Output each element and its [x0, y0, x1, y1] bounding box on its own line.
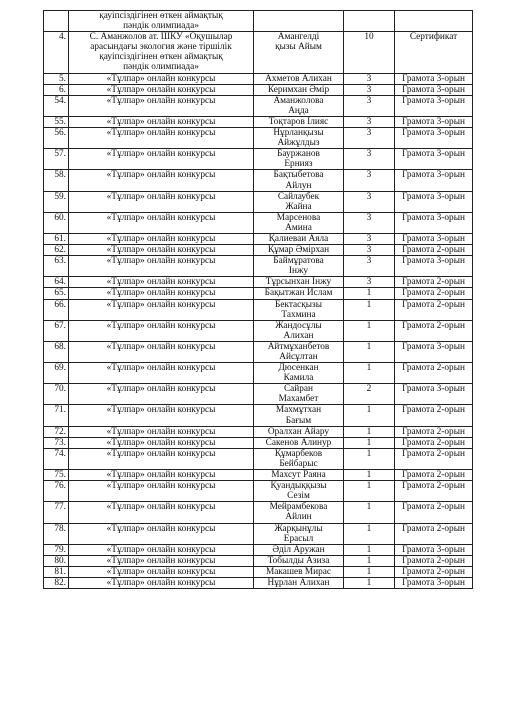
award-cell: Грамота 3-орын [395, 256, 473, 277]
participant-name-line: Бейбарыс [279, 458, 318, 469]
place-cell: 1 [344, 288, 395, 299]
event-line: пәндік олимпиада» [123, 21, 199, 32]
award-cell: Грамота 2-орын [395, 437, 473, 448]
row-number: 59. [44, 191, 69, 212]
award-cell: Грамота 2-орын [395, 320, 473, 341]
event-line: қауіпсіздігінен өткен аймақтық [99, 52, 223, 63]
participant-name-line: Сайлаубек [277, 191, 320, 202]
event-cell [69, 555, 254, 566]
participant-name-line: Бектасқызы [275, 299, 322, 310]
place-cell: 1 [344, 341, 395, 362]
participant-name-line: Керимхан Әмір [267, 84, 330, 95]
participant-name-cell [254, 84, 344, 95]
place-cell: 1 [344, 555, 395, 566]
participant-name-cell [254, 191, 344, 212]
award-cell: Грамота 3-орын [395, 95, 473, 116]
participant-name-cell [254, 299, 344, 320]
row-number: 57. [44, 149, 69, 170]
place-cell: 1 [344, 470, 395, 481]
participant-name-line: Алихан [283, 330, 314, 341]
award-cell: Грамота 3-орын [395, 341, 473, 362]
row-number: 4. [44, 32, 69, 73]
award-cell: Грамота 3-орын [395, 73, 473, 84]
event-line: «Тұлпар» онлайн конкурсы [106, 320, 216, 331]
event-cell [69, 544, 254, 555]
participant-name-line: Ахметов Алихан [265, 73, 332, 84]
award-cell: Грамота 2-орын [395, 481, 473, 502]
place-cell: 1 [344, 405, 395, 426]
event-line: «Тұлпар» онлайн конкурсы [106, 191, 216, 202]
participant-name-cell [254, 170, 344, 191]
award-cell: Грамота 2-орын [395, 555, 473, 566]
row-number: 68. [44, 341, 69, 362]
table-row [44, 233, 473, 244]
table-row [44, 405, 473, 426]
row-number: 56. [44, 128, 69, 149]
participant-name-line: Ернияз [284, 159, 313, 170]
participant-name-cell [254, 95, 344, 116]
award-cell: Грамота 2-орын [395, 299, 473, 320]
participant-name-line: Макашев Мирас [265, 566, 332, 577]
row-number: 78. [44, 523, 69, 544]
participant-name-cell [254, 405, 344, 426]
participant-name-cell [254, 11, 344, 32]
row-number: 60. [44, 212, 69, 233]
award-cell: Грамота 2-орын [395, 502, 473, 523]
place-cell: 3 [344, 116, 395, 127]
event-line: «Тұлпар» онлайн конкурсы [106, 288, 216, 299]
table-row [44, 73, 473, 84]
place-cell: 3 [344, 95, 395, 116]
table-row [44, 149, 473, 170]
place-cell: 1 [344, 502, 395, 523]
event-line: пәндік олимпиада» [123, 62, 199, 73]
participant-name-cell [254, 577, 344, 588]
participant-name-cell [254, 288, 344, 299]
event-line: «Тұлпар» онлайн конкурсы [106, 448, 216, 459]
award-cell: Грамота 2-орын [395, 245, 473, 256]
participant-name-line: Жайна [285, 201, 312, 212]
place-cell: 1 [344, 299, 395, 320]
participant-name-cell [254, 426, 344, 437]
table-row [44, 95, 473, 116]
event-line: «Тұлпар» онлайн конкурсы [106, 73, 216, 84]
participant-name-cell [254, 437, 344, 448]
event-line: С. Аманжолов ат. ШКУ «Оқушылар [89, 32, 233, 43]
participant-name-line: Нұрланқызы [273, 128, 324, 139]
event-cell [69, 384, 254, 405]
table-row [44, 212, 473, 233]
event-cell [69, 73, 254, 84]
place-cell: 3 [344, 149, 395, 170]
table-row [44, 170, 473, 191]
participant-name-line: Мейрамбекова [269, 502, 328, 513]
table-row [44, 32, 473, 73]
results-table [43, 10, 473, 589]
participant-name-line: Махсут Раяна [271, 470, 326, 481]
event-line: «Тұлпар» онлайн конкурсы [106, 233, 216, 244]
participant-name-cell [254, 555, 344, 566]
event-cell [69, 149, 254, 170]
award-cell: Грамота 3-орын [395, 212, 473, 233]
event-cell [69, 128, 254, 149]
award-cell: Грамота 2-орын [395, 448, 473, 469]
award-cell [395, 11, 473, 32]
participant-name-line: Камила [283, 373, 314, 384]
event-cell [69, 426, 254, 437]
award-cell: Грамота 2-орын [395, 426, 473, 437]
event-line: «Тұлпар» онлайн конкурсы [106, 299, 216, 310]
table-row [44, 502, 473, 523]
table-row [44, 341, 473, 362]
event-line: «Тұлпар» онлайн конкурсы [106, 212, 216, 223]
award-cell: Грамота 2-орын [395, 277, 473, 288]
event-cell [69, 116, 254, 127]
event-cell [69, 256, 254, 277]
participant-name-line: Қалиеваи Аяла [268, 233, 329, 244]
event-cell [69, 448, 254, 469]
participant-name-line: Айлин [285, 512, 312, 523]
table-row [44, 448, 473, 469]
participant-name-line: Аңда [288, 105, 309, 116]
participant-name-line: Оралхан Айару [267, 426, 330, 437]
table-row [44, 320, 473, 341]
place-cell: 3 [344, 170, 395, 191]
event-line: «Тұлпар» онлайн конкурсы [106, 170, 216, 181]
event-line: «Тұлпар» онлайн конкурсы [106, 502, 216, 513]
award-cell: Грамота 3-орын [395, 191, 473, 212]
row-number [44, 11, 69, 32]
event-line: «Тұлпар» онлайн конкурсы [106, 523, 216, 534]
place-cell: 1 [344, 320, 395, 341]
table-row [44, 544, 473, 555]
award-cell: Грамота 2-орын [395, 523, 473, 544]
event-cell [69, 233, 254, 244]
event-cell [69, 502, 254, 523]
participant-name-line: Ерасыл [283, 533, 314, 544]
row-number: 62. [44, 245, 69, 256]
event-cell [69, 32, 254, 73]
place-cell: 1 [344, 426, 395, 437]
row-number: 54. [44, 95, 69, 116]
table-row [44, 84, 473, 95]
award-cell: Грамота 2-орын [395, 566, 473, 577]
row-number: 63. [44, 256, 69, 277]
event-cell [69, 95, 254, 116]
participant-name-line: Айтмұханбетов [267, 341, 330, 352]
participant-name-cell [254, 233, 344, 244]
table-row [44, 11, 473, 32]
participant-name-line: Інжу [288, 266, 309, 277]
participant-name-cell [254, 320, 344, 341]
event-cell [69, 84, 254, 95]
row-number: 82. [44, 577, 69, 588]
event-cell [69, 245, 254, 256]
row-number: 55. [44, 116, 69, 127]
row-number: 58. [44, 170, 69, 191]
participant-name-cell [254, 116, 344, 127]
event-cell [69, 288, 254, 299]
participant-name-cell [254, 470, 344, 481]
row-number: 6. [44, 84, 69, 95]
table-row [44, 426, 473, 437]
participant-name-cell [254, 448, 344, 469]
place-cell [344, 11, 395, 32]
participant-name-line: Жандосұлы [275, 320, 322, 331]
participant-name-line: Бауржанов [277, 149, 320, 160]
row-number: 76. [44, 481, 69, 502]
place-cell: 3 [344, 277, 395, 288]
table-row [44, 116, 473, 127]
award-cell: Грамота 3-орын [395, 84, 473, 95]
participant-name-line: Қуандыққызы [270, 481, 327, 492]
event-line: арасындағы экология және тіршілік [90, 42, 232, 53]
row-number: 69. [44, 363, 69, 384]
row-number: 74. [44, 448, 69, 469]
participant-name-cell [254, 384, 344, 405]
table-row [44, 481, 473, 502]
event-cell [69, 212, 254, 233]
table-row [44, 299, 473, 320]
event-cell [69, 320, 254, 341]
participant-name-cell [254, 341, 344, 362]
participant-name-cell [254, 32, 344, 73]
participant-name-line: Тоқтаров Ілияс [268, 116, 329, 127]
award-cell: Грамота 3-орын [395, 170, 473, 191]
row-number: 77. [44, 502, 69, 523]
event-line: «Тұлпар» онлайн конкурсы [106, 363, 216, 374]
participant-name-line: Тахмина [281, 309, 316, 320]
table-row [44, 191, 473, 212]
place-cell: 3 [344, 256, 395, 277]
participant-name-cell [254, 212, 344, 233]
participant-name-cell [254, 523, 344, 544]
participant-name-line: Бағым [285, 415, 312, 426]
participant-name-line: Айлун [285, 180, 312, 191]
participant-name-line: Айжұлдыз [277, 138, 320, 149]
event-cell [69, 277, 254, 288]
event-line: «Тұлпар» онлайн конкурсы [106, 481, 216, 492]
row-number: 81. [44, 566, 69, 577]
event-line: «Тұлпар» онлайн конкурсы [106, 95, 216, 106]
participant-name-line: Нұрлан Алихан [267, 577, 330, 588]
participant-name-cell [254, 245, 344, 256]
participant-name-line: Құмарбеков [274, 448, 323, 459]
event-line: «Тұлпар» онлайн конкурсы [106, 470, 216, 481]
participant-name-line: Махмұтхан [275, 405, 322, 416]
place-cell: 3 [344, 191, 395, 212]
place-cell: 3 [344, 84, 395, 95]
participant-name-line: қызы Айым [275, 42, 322, 53]
place-cell: 1 [344, 566, 395, 577]
event-line: «Тұлпар» онлайн конкурсы [106, 437, 216, 448]
event-cell [69, 405, 254, 426]
place-cell: 1 [344, 577, 395, 588]
award-cell: Грамота 2-орын [395, 470, 473, 481]
table-row [44, 288, 473, 299]
participant-name-cell [254, 128, 344, 149]
table-row [44, 437, 473, 448]
place-cell: 3 [344, 73, 395, 84]
award-cell: Грамота 3-орын [395, 544, 473, 555]
event-cell [69, 437, 254, 448]
row-number: 79. [44, 544, 69, 555]
participant-name-line: Амангелді [277, 32, 320, 43]
place-cell: 1 [344, 481, 395, 502]
event-line: «Тұлпар» онлайн конкурсы [106, 245, 216, 256]
event-line: «Тұлпар» онлайн конкурсы [106, 577, 216, 588]
participant-name-line: Сакенов Алинур [265, 437, 332, 448]
table-row [44, 555, 473, 566]
award-cell: Грамота 3-орын [395, 577, 473, 588]
table-row [44, 277, 473, 288]
participant-name-line: Сайран [283, 384, 314, 395]
event-cell [69, 470, 254, 481]
event-cell [69, 11, 254, 32]
row-number: 64. [44, 277, 69, 288]
event-cell [69, 299, 254, 320]
participant-name-cell [254, 363, 344, 384]
place-cell: 3 [344, 128, 395, 149]
participant-name-line: Тұрсынхан Інжу [265, 277, 332, 288]
table-row [44, 128, 473, 149]
row-number: 80. [44, 555, 69, 566]
participant-name-cell [254, 73, 344, 84]
award-cell: Грамота 2-орын [395, 405, 473, 426]
row-number: 61. [44, 233, 69, 244]
row-number: 70. [44, 384, 69, 405]
event-line: «Тұлпар» онлайн конкурсы [106, 277, 216, 288]
participant-name-line: Құмар Әмірхан [267, 245, 330, 256]
award-cell: Грамота 3-орын [395, 149, 473, 170]
participant-name-line: Аманжолова [273, 95, 324, 106]
participant-name-line: Амина [285, 222, 312, 233]
event-line: «Тұлпар» онлайн конкурсы [106, 405, 216, 416]
event-line: «Тұлпар» онлайн конкурсы [106, 116, 216, 127]
row-number: 73. [44, 437, 69, 448]
participant-name-line: Бақтыбетова [273, 170, 324, 181]
row-number: 5. [44, 73, 69, 84]
participant-name-cell [254, 481, 344, 502]
participant-name-line: Сезім [287, 491, 310, 502]
event-line: қауіпсіздігінен өткен аймақтық [99, 11, 223, 21]
event-line: «Тұлпар» онлайн конкурсы [106, 555, 216, 566]
event-line: «Тұлпар» онлайн конкурсы [106, 384, 216, 395]
participant-name-cell [254, 256, 344, 277]
event-cell [69, 170, 254, 191]
place-cell: 3 [344, 245, 395, 256]
table-row [44, 363, 473, 384]
event-cell [69, 566, 254, 577]
participant-name-cell [254, 544, 344, 555]
participant-name-line: Марсенова [276, 212, 321, 223]
place-cell: 3 [344, 233, 395, 244]
row-number: 71. [44, 405, 69, 426]
table-row [44, 577, 473, 588]
place-cell: 1 [344, 448, 395, 469]
table-row [44, 523, 473, 544]
row-number: 67. [44, 320, 69, 341]
participant-name-line: Тобылды Азиза [267, 555, 330, 566]
participant-name-cell [254, 566, 344, 577]
place-cell: 3 [344, 212, 395, 233]
place-cell: 1 [344, 544, 395, 555]
event-cell [69, 523, 254, 544]
participant-name-line: Дюсенкан [278, 363, 319, 374]
results-table-body [44, 11, 473, 589]
award-cell: Грамота 3-орын [395, 233, 473, 244]
participant-name-line: Махамбет [278, 394, 319, 405]
participant-name-cell [254, 277, 344, 288]
award-cell: Грамота 3-орын [395, 116, 473, 127]
participant-name-line: Жарқынұлы [274, 523, 323, 534]
table-row [44, 245, 473, 256]
award-cell: Грамота 3-орын [395, 128, 473, 149]
event-line: «Тұлпар» онлайн конкурсы [106, 128, 216, 139]
participant-name-line: Бақытжан Ислам [264, 288, 333, 299]
award-cell: Сертификат [395, 32, 473, 73]
row-number: 72. [44, 426, 69, 437]
event-line: «Тұлпар» онлайн конкурсы [106, 566, 216, 577]
event-line: «Тұлпар» онлайн конкурсы [106, 256, 216, 267]
event-line: «Тұлпар» онлайн конкурсы [106, 544, 216, 555]
participant-name-cell [254, 502, 344, 523]
table-row [44, 566, 473, 577]
table-row [44, 384, 473, 405]
award-cell: Грамота 3-орын [395, 384, 473, 405]
row-number: 66. [44, 299, 69, 320]
event-line: «Тұлпар» онлайн конкурсы [106, 426, 216, 437]
place-cell: 10 [344, 32, 395, 73]
award-cell: Грамота 2-орын [395, 288, 473, 299]
participant-name-line: Баймұратова [273, 256, 324, 267]
participant-name-line: Айсұлтан [279, 352, 318, 362]
place-cell: 1 [344, 523, 395, 544]
award-cell: Грамота 2-орын [395, 363, 473, 384]
event-line: «Тұлпар» онлайн конкурсы [106, 341, 216, 352]
event-line: «Тұлпар» онлайн конкурсы [106, 84, 216, 95]
participant-name-line: Әділ Аружан [272, 544, 325, 555]
place-cell: 1 [344, 437, 395, 448]
table-row [44, 470, 473, 481]
event-cell [69, 363, 254, 384]
event-line: «Тұлпар» онлайн конкурсы [106, 149, 216, 160]
event-cell [69, 577, 254, 588]
row-number: 65. [44, 288, 69, 299]
event-cell [69, 341, 254, 362]
place-cell: 1 [344, 363, 395, 384]
place-cell: 2 [344, 384, 395, 405]
event-cell [69, 191, 254, 212]
table-row [44, 256, 473, 277]
event-cell [69, 481, 254, 502]
participant-name-cell [254, 149, 344, 170]
row-number: 75. [44, 470, 69, 481]
